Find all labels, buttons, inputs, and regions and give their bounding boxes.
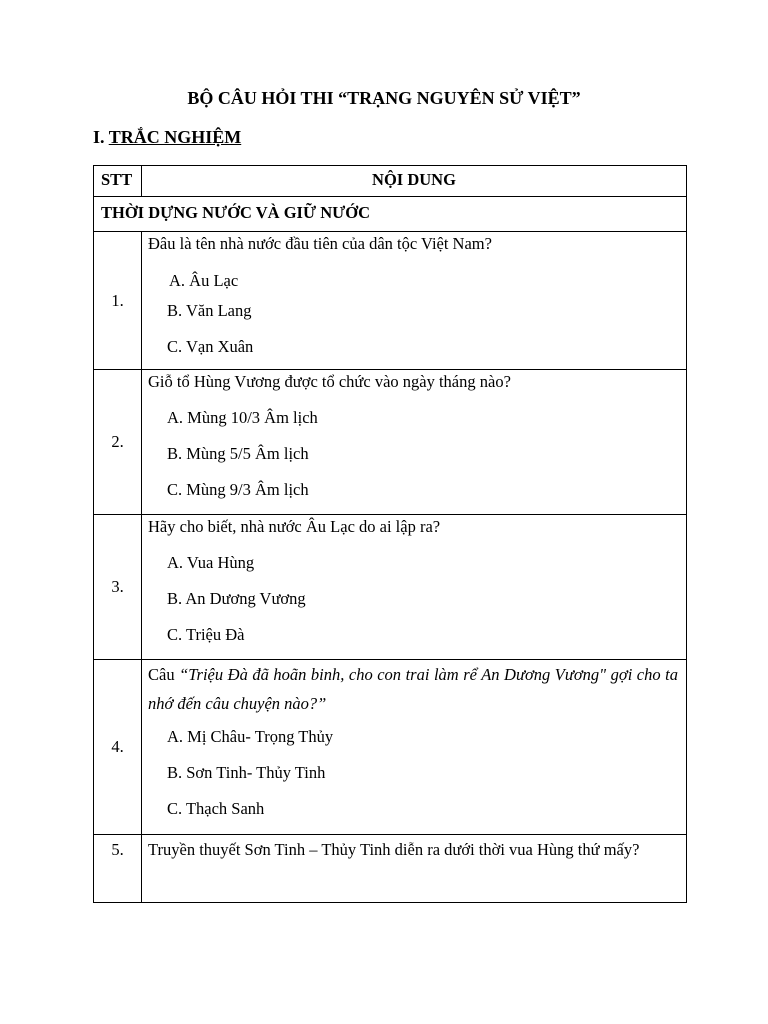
answer-option: B. An Dương Vương bbox=[167, 589, 306, 608]
question-cell bbox=[142, 232, 687, 370]
answer-option: A. Âu Lạc bbox=[169, 271, 239, 290]
question-text: Đâu là tên nhà nước đầu tiên của dân tộc Việt Nam? bbox=[148, 234, 492, 253]
question-text: Hãy cho biết, nhà nước Âu Lạc do ai lập ra? bbox=[148, 517, 441, 536]
table-row bbox=[94, 835, 687, 903]
header-stt: STT bbox=[94, 166, 142, 197]
header-content: NỘI DUNG bbox=[142, 166, 687, 197]
document-title: BỘ CÂU HỎI THI “TRẠNG NGUYÊN SỬ VIỆT” bbox=[187, 88, 581, 108]
answer-option: A. Vua Hùng bbox=[167, 553, 255, 572]
section-number: I. bbox=[93, 127, 105, 147]
question-cell bbox=[142, 370, 687, 515]
answer-option: B. Văn Lang bbox=[167, 301, 252, 320]
question-number: 4. bbox=[94, 660, 142, 835]
answer-option: B. Mùng 5/5 Âm lịch bbox=[167, 444, 309, 463]
table-row bbox=[94, 232, 687, 370]
question-number: 3. bbox=[94, 515, 142, 660]
question-number: 1. bbox=[94, 232, 142, 370]
question-number: 2. bbox=[94, 370, 142, 515]
answer-option: A. Mùng 10/3 Âm lịch bbox=[167, 408, 318, 427]
group-title: THỜI DỰNG NƯỚC VÀ GIỮ NƯỚC bbox=[94, 197, 687, 232]
question-text bbox=[148, 660, 678, 718]
question-table bbox=[93, 165, 687, 903]
question-text: Truyền thuyết Sơn Tinh – Thủy Tinh diễn ra dưới thời vua Hùng thứ mấy? bbox=[148, 840, 640, 859]
question-prefix: Câu bbox=[148, 665, 180, 684]
table-row bbox=[94, 515, 687, 660]
answer-option: C. Vạn Xuân bbox=[167, 337, 254, 356]
answer-option: A. Mị Châu- Trọng Thủy bbox=[167, 727, 334, 746]
table-row bbox=[94, 660, 687, 835]
answer-option: C. Triệu Đà bbox=[167, 625, 245, 644]
question-cell bbox=[142, 835, 687, 903]
question-number: 5. bbox=[94, 835, 142, 903]
question-cell bbox=[142, 515, 687, 660]
question-quote: “Triệu Đà đã hoãn binh, cho con trai làm rể An Dương Vương" gợi cho ta nhớ đến câu chuyện nào?” bbox=[148, 665, 678, 713]
question-cell bbox=[142, 660, 687, 835]
answer-option: C. Mùng 9/3 Âm lịch bbox=[167, 480, 309, 499]
group-row bbox=[94, 197, 687, 232]
table-header-row bbox=[94, 166, 687, 197]
question-text: Giỗ tổ Hùng Vương được tổ chức vào ngày tháng nào? bbox=[148, 372, 511, 391]
table-row bbox=[94, 370, 687, 515]
section-heading bbox=[93, 127, 241, 148]
answer-option: C. Thạch Sanh bbox=[167, 799, 265, 818]
section-label: TRẮC NGHIỆM bbox=[108, 127, 242, 147]
answer-option: B. Sơn Tinh- Thủy Tinh bbox=[167, 763, 326, 782]
